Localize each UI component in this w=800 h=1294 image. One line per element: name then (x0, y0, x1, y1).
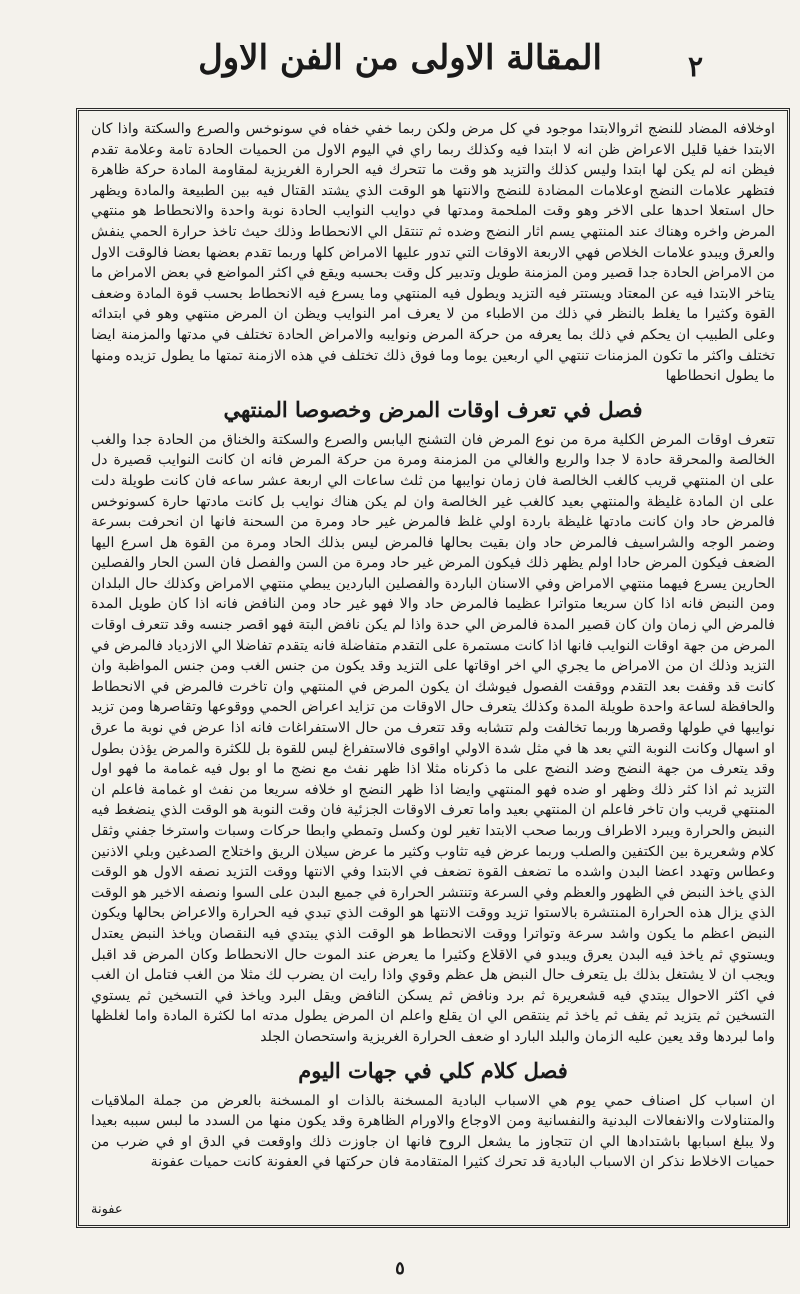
footer-signature: ٥ (395, 1258, 405, 1279)
section-heading: فصل كلام كلي في جهات اليوم (298, 1057, 568, 1083)
intro-paragraph: اوخلافه المضاد للنضج اثروالابتدا موجود في كل مرض ولكن ربما خفي خفاه في سونوخس والصرع والسكتة واذا كان الابتدا خفيا قليل الاعراض ظن انه لا ابتدا فيه وكذلك ربما راي في اليوم الاول من الحميات الحادة تامة وعلامة تقدم فيظن انه لم يكن لها ابتدا وليس كذلك والتزيد هو وقت ما تتحرك فيه الحرارة الغريزية لمقاومة المادة حركة ظاهرة فتظهر علامات النضج اوعلامات المضادة للنضج والانتها هو الوقت الذي يشتد القتال فيه بين الطبيعة والمادة ويظهر حال استعلا احدها على الاخر وهو وقت الملحمة ومدتها في دوايب النوايب الحادة نوبة واحدة والانحطاط هو منتهي المرض واخره وهناك عند المنتهي يسم اثار النضج وضده ثم تنتقل الي الانحطاط وذلك حيث تاخذ حرارة الحمي ينفش والعرق ويبدو علامات الخلاص فهي الاربعة الاوقات التي تدور عليها الامراض كلها وربما تقدم بعضها بعضا فالوقت الاول من الامراض الحادة جدا قصير ومن المزمنة طويل وتدبير كل وقت بحسبه ويقع في اكثر المواضع في بعض الامراض ما يتاخر الابتدا فيه عن المعتاد ويستتر فيه التزيد ويطول فيه المنتهي وما يسرع فيه الانحطاط بحسب قوة المادة وضعف القوة وكثيرا ما يغلط بالنظر في ذلك من الاطباء من لا يعرف امر النوايب ويظن ان المرض منتهي وهو في ابتدائه وعلى الطبيب ان يحكم في ذلك بما يعرفه من حركة المرض ونوايبه والامراض الحادة تختلف في مدتها والمزمنة ايضا تختلف واكثر ما تكون المزمنات تنتهي الي اربعين يوما وما فوق ذلك تختلف في هذه الازمنة تمتها ما يطول تزيده ومنها ما يطول انحطاطها (91, 121, 775, 385)
page-number: ٢ (688, 50, 704, 83)
section-paragraph: ان اسباب كل اصناف حمي يوم هي الاسباب البادية المسخنة بالذات او المسخنة بالعرض من جملة الملاقيات والمتناولات والانفعالات البدنية والنفسانية ومن الاوجاع والاورام الظاهرة وقد يكون منها من السدد ما لبس سببه بعيدا ولا يبلغ اسبابها باشتدادها الي ان تتجاوز ما يشعل الروح فانها ان جاوزت ذلك واوقعت في الدق او في ضرب من حميات الاخلاط نذكر ان الاسباب البادية قد تحرك كثيرا المتقادمة فان حركتها في العفونة كانت حميات عفونة (91, 1092, 775, 1171)
page-header-title: المقالة الاولى من الفن الاول (198, 38, 602, 78)
catchword: عفونة (91, 1202, 123, 1217)
section-paragraph: تتعرف اوقات المرض الكلية مرة من نوع المرض فان التشنج اليابس والصرع والسكتة والخناق من الحادة جدا والغب الخالصة والمحرقة حادة لا جدا والربع والغالي من المزمنة ومرة من حركة المرض فانه ان كانت النوايب قصيرة دل على ان المنتهي قريب كالغب الخالصة فان زمان نوايبها من ثلث ساعات الي اربعة عشر ساعه فان كانت طويلة دلت على ان المادة غليظة والمنتهي بعيد كالغب غير الخالصة وان لم يكن هناك نوايب بل كانت مادتها حارة كسونوخس فالمرض حاد وان كانت مادتها غليظة باردة اولي غلظ فالمرض غير حاد ومرة من السحنة فانها ان انحرفت بسرعة وضمر الوجه والشراسيف فالمرض حاد وان بقيت بحالها فالمرض ليس بذلك الحاد ومرة من القوة هل اسرع اليها الضعف فيكون المرض حادا اولم يظهر ذلك فيكون المرض غير حاد ومرة من السن والفصل فان السن الحار والفصلين الحارين يسرع فيهما منتهي الامراض وفي الاسنان الباردة والفصلين الباردين يبطي منتهي الامراض وكذلك حال البلدان ومن النبض فانه اذا كان سريعا متواترا عظيما فالمرض حاد والا فهو غير حاد ومن النافض فانه اذا كان طويل المدة فالمرض الي زمان وان كان قصير المدة فالمرض الي حدة واذا لم يكن نافض البتة فهو اقصر جنسه وقد تتعرف اوقات المرض من جهة اوقات النوايب فانها اذا كانت مستمرة على التقدم متفاضلة فانه يتقدم تفاضلا الي الازدياد فالمرض في التزيد وذلك ان من الامراض ما يجري الي اخر اوقاتها على التزيد وقد يكون من جنس الغب ومن جنس المواظبة وان كانت قد وقفت بعد التقدم ووقفت الفصول فيوشك ان يكون المرض في المنتهي وان تاخرت فالمرض في الانحطاط والحافظة لساعة واحدة طويلة المدة وكذلك يتعرف حال الاوقات من تزايد اعراض الحمي ووقوعها وتقاصرها ومن تزيد نوايبها في طولها وقصرها وربما تخالفت ولم تتشابه وقد تتعرف من حال الاستفراغات فانه اذا عرض في نوبة ما عرق او اسهال وكانت النوبة التي بعد ها في مثل شدة الاولي اواقوى فالاستفراغ ليس للقوة بل للكثرة والمرض يؤذن بطول وقد يتعرف من جهة النضج وضد النضج على ما ذكرناه مثلا اذا ظهر نفث مع نضج ما او بول فيه غمامة ما فهو اول التزيد ثم اذا كثر ذلك وظهر او ضده فهو المنتهي وايضا اذا ظهر النضج او خلافه سريعا من نفث او غمامة فاعلم ان المنتهي قريب وان تاخر فاعلم ان المنتهي بعيد واما تعرف الاوقات الجزئية فان وقت النوبة هو الوقت الذي ينضغط فيه النبض والحرارة ويبرد الاطراف وربما صحب الابتدا تغير لون وكسل وتمطي وابطا حركات وسبات واسترخا جفني وثقل كلام وشعريرة بين الكتفين والصلب وربما عرض فيه تثاوب وكثير ما عرض سيلان الريق واختلاج الصدغين وبلي الاذنين وعطاس وتهدد اعضا البدن واشده ما تضعف القوة تضعف في الابتدا وفي الانتها ووقت التزيد نصفه الاول هو الوقت الذي ياخذ النبض في الظهور والعظم وفي السرعة وتنتشر الحرارة في جميع البدن على السوا ونصفه الاخير هو الوقت الذي يزال هذه الحرارة المنتشرة بالاستوا تزيد ووقت الانتها هو الوقت الذي تبدي فيه الحرارة والاعراض بحالها ويكون النبض اعظم ما يكون واشد سرعة وتواترا ووقت الانحطاط هو الوقت الذي يبتدي فيه النقصان وياخذ النبض يعتدل ويستوي ثم ياخذ فيه البدن يعرق ويبدو في الاقلاع وكثيرا ما يعرض عند الموت حال الانحطاط وكان المرض قد اقبل ويجب ان لا يشتغل بذلك بل يتعرف حال النبض هل عظم وقوي واذا رايت ان يضرب لك مثلا من الغب فتامل ان الغب في اكثر الاحوال يبتدي فيه قشعريرة ثم برد ونافض ثم يسكن النافض ويقل البرد وياخذ في التسخين ثم يستوي التسخين ثم يتزيد ثم يقف ثم ياخذ ثم ينتقص الي ان يقلع واعلم ان المرض يطول مدته اما لكثرة المادة واما لغلظها واما لبردها وقد يعين عليه الزمان والبلد البارد او ضعف الحرارة الغريزية واستحصان الجلد (91, 431, 775, 1045)
text-frame (76, 108, 790, 1228)
section-heading: فصل في تعرف اوقات المرض وخصوصا المنتهي (223, 396, 643, 422)
